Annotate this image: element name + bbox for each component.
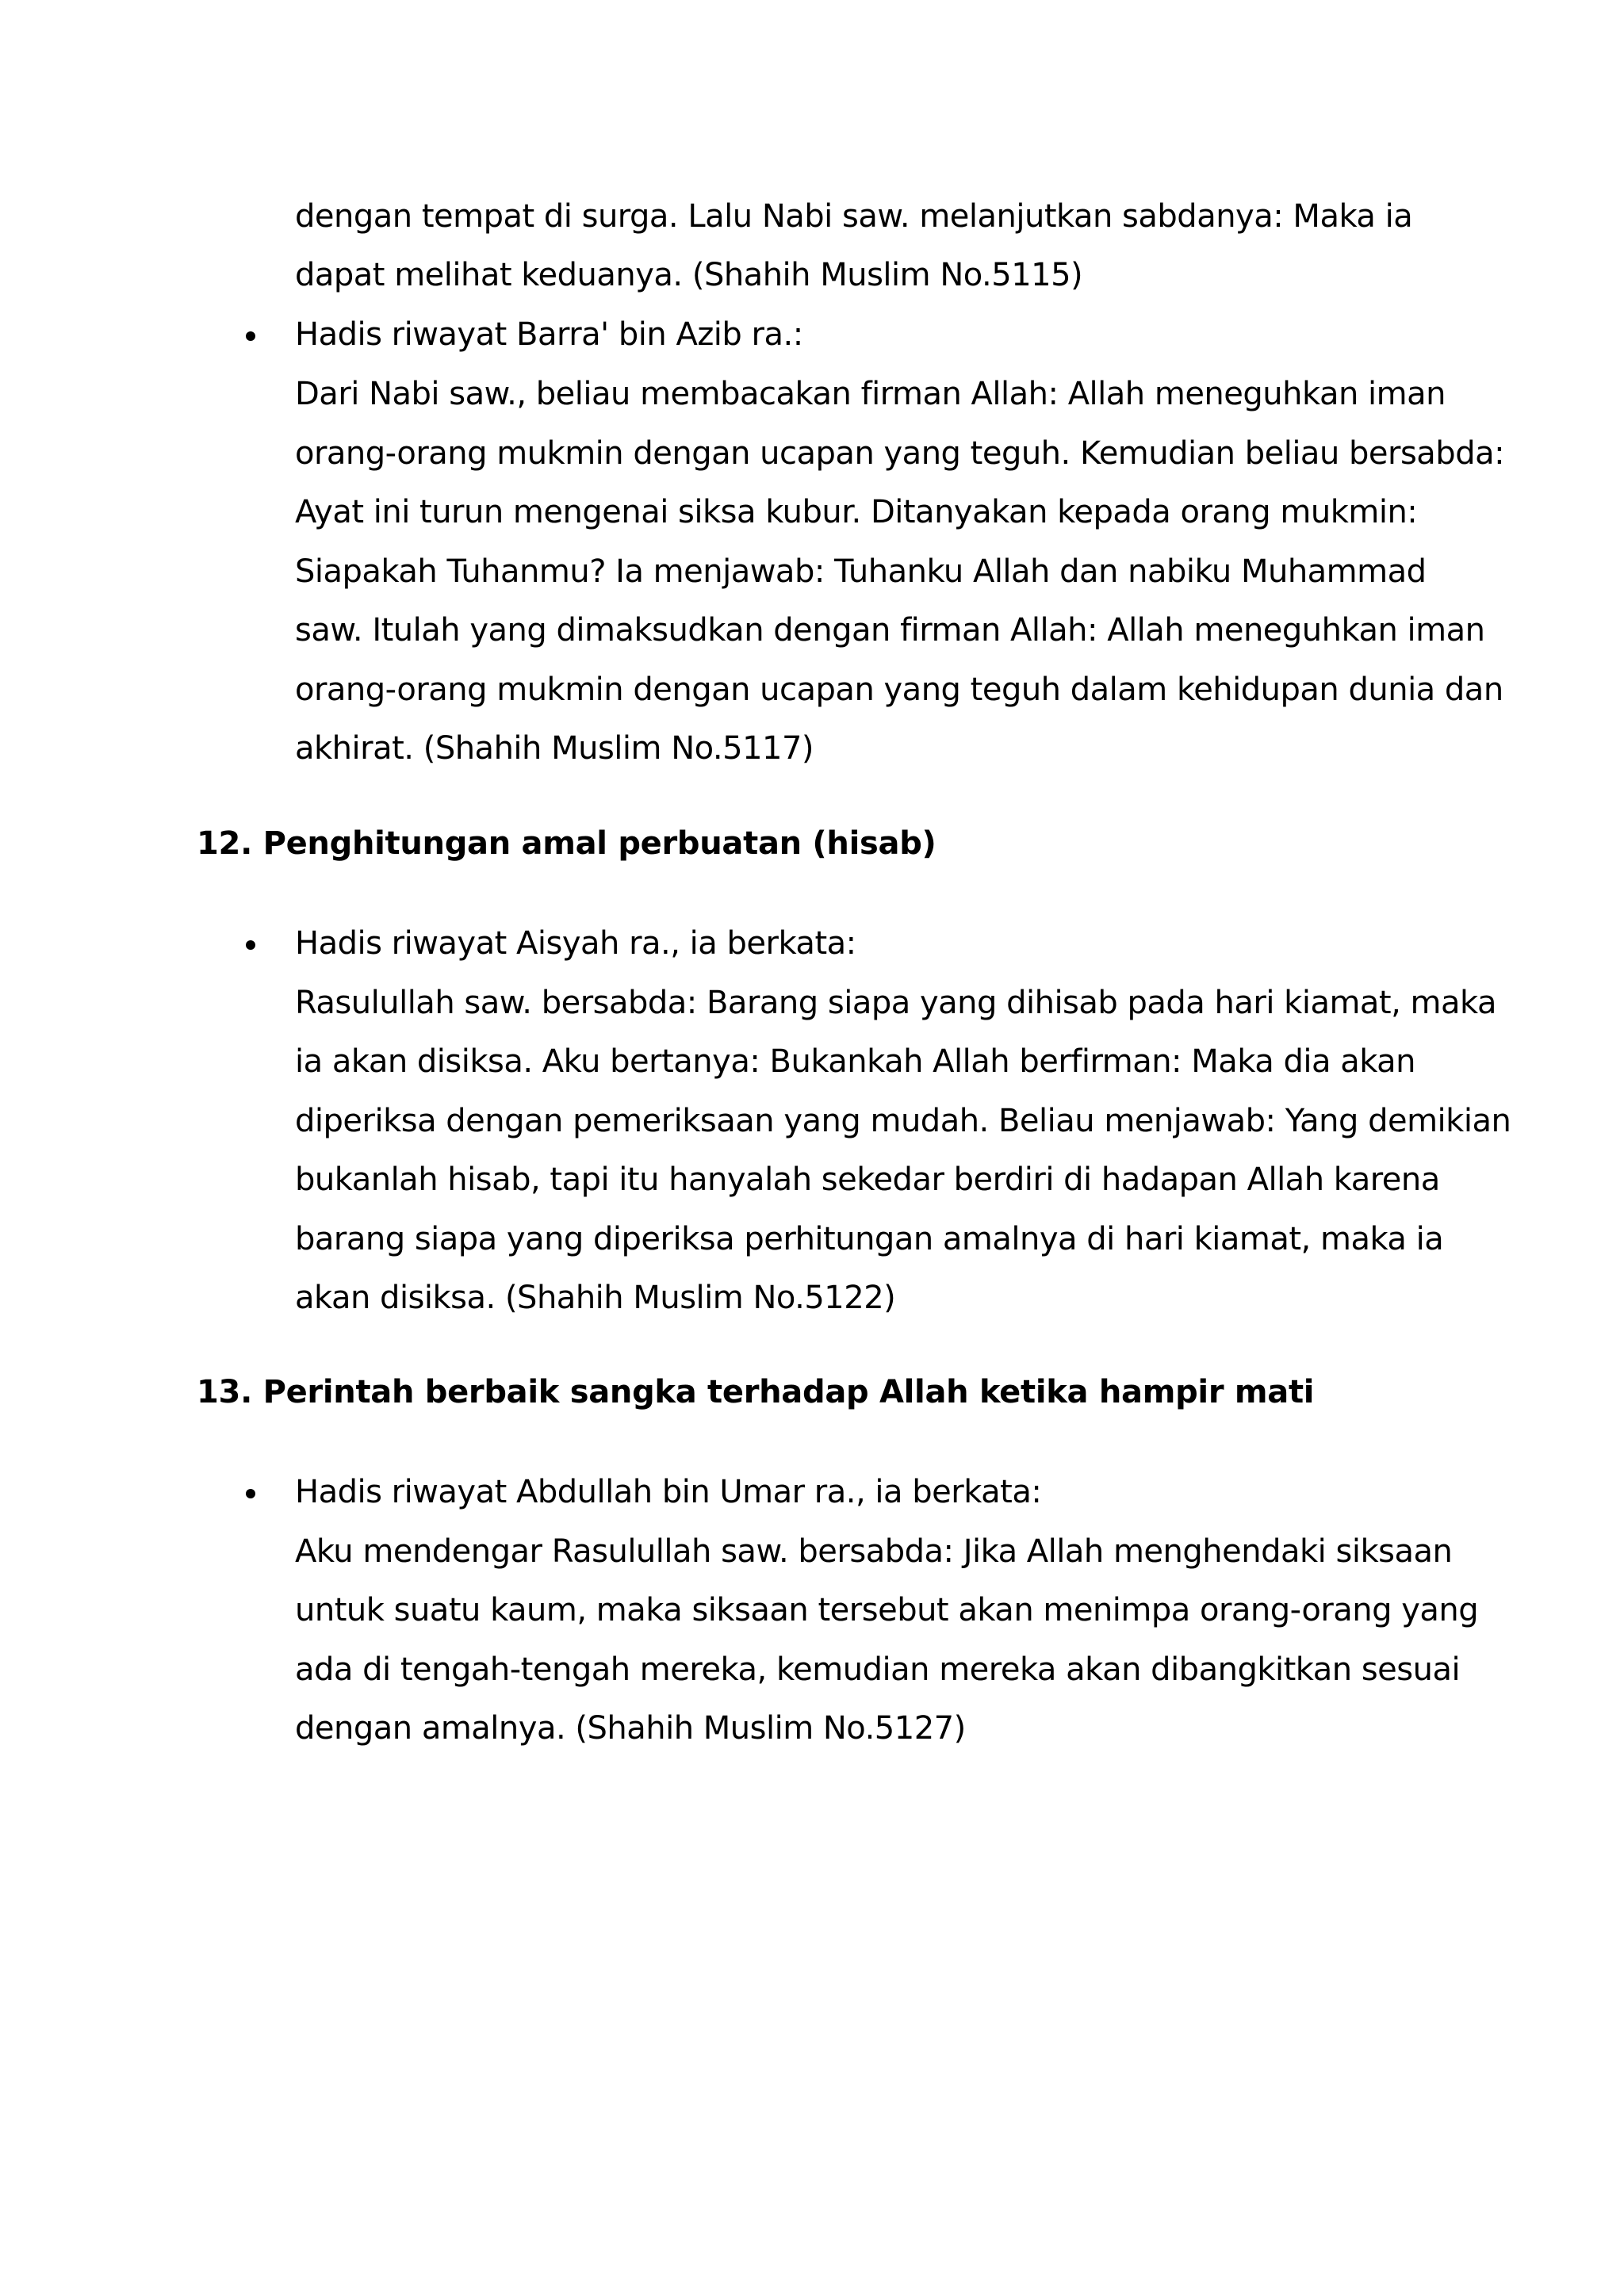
bullet-icon xyxy=(246,940,255,950)
paragraph-line: untuk suatu kaum, maka siksaan tersebut akan menimpa orang-orang yang xyxy=(295,1592,1479,1628)
bullet-icon xyxy=(246,1489,255,1498)
paragraph-line: ada di tengah-tengah mereka, kemudian mereka akan dibangkitkan sesuai xyxy=(295,1651,1461,1688)
bullet-icon xyxy=(246,331,255,341)
paragraph-line: Siapakah Tuhanmu? Ia menjawab: Tuhanku Allah dan nabiku Muhammad xyxy=(295,553,1427,590)
paragraph-line: dengan tempat di surga. Lalu Nabi saw. melanjutkan sabdanya: Maka ia xyxy=(295,198,1413,235)
paragraph-line: Aku mendengar Rasulullah saw. bersabda: Jika Allah menghendaki siksaan xyxy=(295,1533,1453,1570)
paragraph-line: akhirat. (Shahih Muslim No.5117) xyxy=(295,730,814,767)
hadith-title: Hadis riwayat Abdullah bin Umar ra., ia berkata: xyxy=(295,1474,1042,1510)
hadith-title: Hadis riwayat Barra' bin Azib ra.: xyxy=(295,316,803,353)
paragraph-line: bukanlah hisab, tapi itu hanyalah sekedar berdiri di hadapan Allah karena xyxy=(295,1161,1440,1198)
paragraph-line: dengan amalnya. (Shahih Muslim No.5127) xyxy=(295,1710,966,1747)
paragraph-line: saw. Itulah yang dimaksudkan dengan firman Allah: Allah meneguhkan iman xyxy=(295,612,1485,649)
section-heading: 13. Perintah berbaik sangka terhadap Allah ketika hampir mati xyxy=(197,1374,1315,1410)
paragraph-line: Dari Nabi saw., beliau membacakan firman Allah: Allah meneguhkan iman xyxy=(295,376,1446,412)
paragraph-line: orang-orang mukmin dengan ucapan yang teguh. Kemudian beliau bersabda: xyxy=(295,435,1505,472)
paragraph-line: akan disiksa. (Shahih Muslim No.5122) xyxy=(295,1280,896,1316)
paragraph-line: diperiksa dengan pemeriksaan yang mudah. Beliau menjawab: Yang demikian xyxy=(295,1103,1511,1139)
paragraph-line: barang siapa yang diperiksa perhitungan amalnya di hari kiamat, maka ia xyxy=(295,1221,1444,1257)
paragraph-line: ia akan disiksa. Aku bertanya: Bukankah Allah berfirman: Maka dia akan xyxy=(295,1043,1416,1080)
paragraph-line: dapat melihat keduanya. (Shahih Muslim No.5115) xyxy=(295,257,1083,293)
hadith-title: Hadis riwayat Aisyah ra., ia berkata: xyxy=(295,925,856,962)
section-heading: 12. Penghitungan amal perbuatan (hisab) xyxy=(197,825,936,862)
paragraph-line: Ayat ini turun mengenai siksa kubur. Ditanyakan kepada orang mukmin: xyxy=(295,494,1418,530)
paragraph-line: Rasulullah saw. bersabda: Barang siapa yang dihisab pada hari kiamat, maka xyxy=(295,985,1496,1021)
paragraph-line: orang-orang mukmin dengan ucapan yang teguh dalam kehidupan dunia dan xyxy=(295,672,1503,708)
